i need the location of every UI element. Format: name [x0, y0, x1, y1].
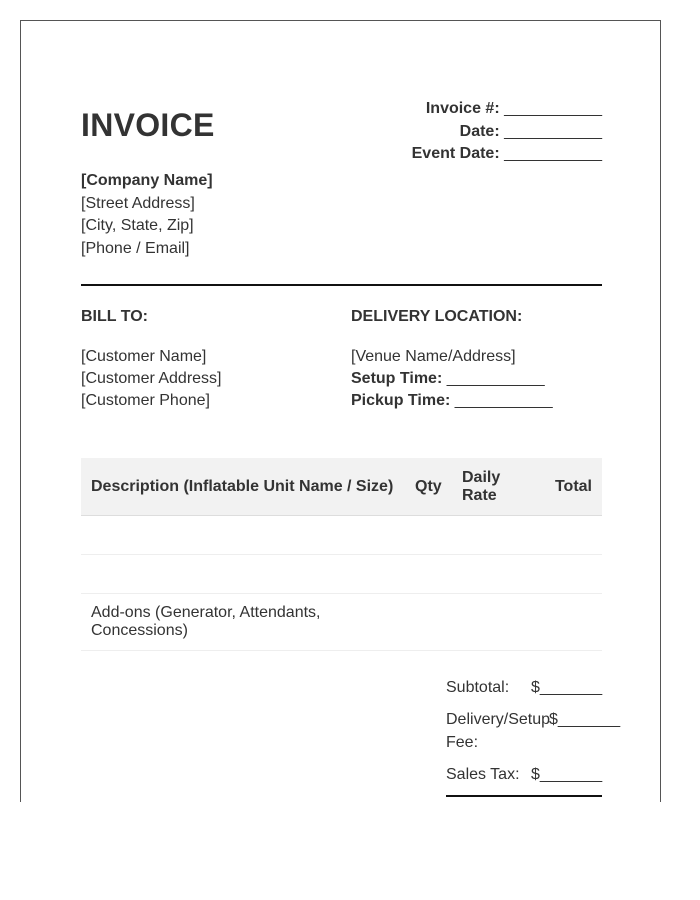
totals-divider — [446, 795, 602, 797]
qty-cell[interactable] — [405, 555, 452, 594]
rate-cell[interactable] — [452, 516, 535, 555]
company-city: [City, State, Zip] — [81, 217, 194, 234]
setup-time-field[interactable]: ___________ — [446, 370, 545, 387]
customer-phone: [Customer Phone] — [81, 392, 210, 409]
sales-tax-field[interactable]: $_______ — [531, 766, 603, 783]
delivery-location-heading: DELIVERY LOCATION: — [351, 308, 523, 325]
bill-to-details — [81, 346, 222, 412]
invoice-number-row — [381, 98, 602, 121]
qty-cell[interactable] — [405, 516, 452, 555]
company-street: [Street Address] — [81, 194, 195, 212]
pickup-time-label: Pickup Time: — [351, 392, 451, 409]
line-items-table — [81, 458, 602, 651]
table-header-row — [81, 458, 602, 516]
venue: [Venue Name/Address] — [351, 348, 516, 365]
setup-time-row — [351, 368, 553, 390]
header-divider — [81, 284, 602, 286]
invoice-number-label: Invoice #: — [425, 100, 500, 117]
delivery-fee-field[interactable]: $_______ — [549, 711, 621, 728]
subtotal-row — [446, 676, 624, 699]
total-header: Total — [535, 458, 602, 516]
event-date-field[interactable]: ___________ — [504, 145, 602, 162]
company-info — [81, 170, 213, 260]
qty-header: Qty — [405, 458, 452, 516]
customer-address: [Customer Address] — [81, 370, 222, 387]
description-header: Description (Inflatable Unit Name / Size) — [81, 458, 405, 516]
invoice-meta — [381, 98, 602, 166]
total-cell[interactable] — [535, 516, 602, 555]
date-row — [381, 121, 602, 144]
rate-cell[interactable] — [452, 555, 535, 594]
total-cell[interactable] — [535, 594, 602, 651]
table-row[interactable] — [81, 555, 602, 594]
company-contact: [Phone / Email] — [81, 239, 190, 257]
daily-rate-header-line2: Rate — [462, 486, 497, 504]
event-date-label: Event Date: — [411, 145, 500, 162]
qty-cell[interactable] — [405, 594, 452, 651]
totals-section — [446, 676, 624, 797]
total-cell[interactable] — [535, 555, 602, 594]
description-cell[interactable] — [81, 516, 405, 555]
table-row[interactable] — [81, 516, 602, 555]
pickup-time-row — [351, 390, 553, 412]
sales-tax-row — [446, 763, 624, 786]
delivery-details — [351, 346, 553, 412]
subtotal-field[interactable]: $_______ — [531, 679, 603, 696]
invoice-number-field[interactable]: ___________ — [504, 100, 602, 117]
date-field[interactable]: ___________ — [504, 122, 602, 140]
table-row-addons[interactable] — [81, 594, 602, 651]
sales-tax-label: Sales Tax: — [446, 766, 520, 783]
invoice-title: INVOICE — [81, 107, 215, 143]
pickup-time-field[interactable]: ___________ — [454, 392, 553, 409]
bill-to-heading: BILL TO: — [81, 308, 148, 325]
addons-description-cell[interactable]: Add-ons (Generator, Attendants, Concessions) — [81, 594, 405, 651]
setup-time-label: Setup Time: — [351, 370, 443, 387]
event-date-row — [381, 143, 602, 166]
description-cell[interactable] — [81, 555, 405, 594]
company-name: [Company Name] — [81, 172, 213, 189]
delivery-fee-row — [446, 708, 624, 754]
rate-cell[interactable] — [452, 594, 535, 651]
delivery-fee-label: Delivery/Setup Fee: — [446, 711, 551, 751]
invoice-page — [20, 20, 661, 802]
customer-name: [Customer Name] — [81, 348, 207, 365]
daily-rate-header — [452, 458, 535, 516]
date-label: Date: — [459, 122, 500, 140]
daily-rate-header-line1: Daily — [462, 468, 501, 486]
subtotal-label: Subtotal: — [446, 679, 510, 696]
